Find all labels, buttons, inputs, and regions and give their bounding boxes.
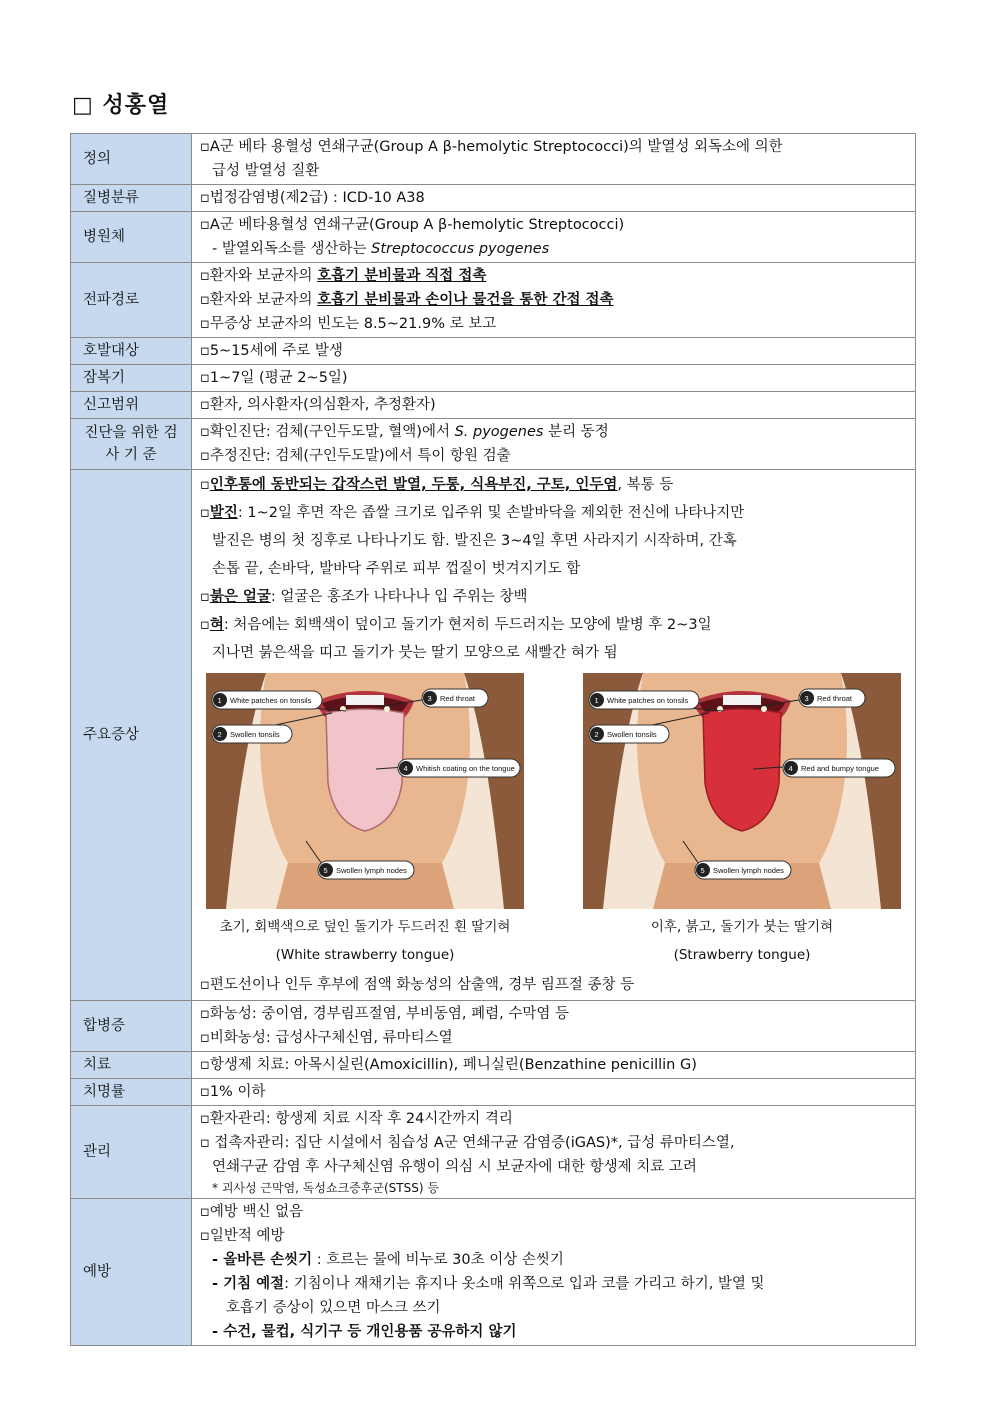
label-target: 호발대상 — [71, 338, 192, 365]
row-incubation — [71, 365, 916, 392]
label-prevention: 예방 — [71, 1199, 192, 1346]
row-treatment — [71, 1052, 916, 1079]
fig2-num2: 2 — [594, 730, 599, 739]
tongue-shape — [703, 709, 781, 831]
value-report: ▫환자, 의사환자(의심환자, 추정환자) — [192, 392, 916, 419]
row-complications — [71, 1001, 916, 1052]
value-transmission: ▫환자와 보균자의 호흡기 분비물과 직접 접촉 ▫환자와 보균자의 호흡기 분비물과 손이나 물건을 통한 간접 접촉 ▫무증상 보균자의 빈도는 8.5~21.9% 로 보고 — [192, 263, 916, 338]
label-report: 신고범위 — [71, 392, 192, 419]
label-fatality: 치명률 — [71, 1079, 192, 1106]
value-diagnosis: ▫확인진단: 검체(구인두도말, 혈액)에서 S. pyogenes 분리 동정 ▫추정진단: 검체(구인두도말)에서 특이 항원 검출 — [192, 419, 916, 470]
row-fatality — [71, 1079, 916, 1106]
value-fatality: ▫1% 이하 — [192, 1079, 916, 1106]
fig1-num4: 4 — [403, 764, 408, 773]
fig2-label1: White patches on tonsils — [607, 696, 689, 705]
fig1-num5: 5 — [323, 866, 328, 875]
value-incubation: ▫1~7일 (평균 2~5일) — [192, 365, 916, 392]
fig2-label2: Swollen tonsils — [607, 730, 657, 739]
value-prevention: ▫예방 백신 없음 ▫일반적 예방 - 올바른 손씻기 : 흐르는 물에 비누로 30초 이상 손씻기 - 기침 예절: 기침이나 재채기는 휴지나 옷소매 위쪽으로 입과 코를 가리고 하기, 발열 및 호흡기 증상이 있으면 마스크 쓰기 - 수건, 물컵, 식기구 등 개인용품 공유하지 않기 — [192, 1199, 916, 1346]
row-report — [71, 392, 916, 419]
value-complications: ▫화농성: 중이염, 경부림프절염, 부비동염, 폐렴, 수막염 등 ▫비화농성: 급성사구체신염, 류마티스열 — [192, 1001, 916, 1052]
fig2-num1: 1 — [594, 696, 599, 705]
row-classification — [71, 185, 916, 212]
label-pathogen: 병원체 — [71, 212, 192, 263]
row-transmission — [71, 263, 916, 338]
label-definition: 정의 — [71, 134, 192, 185]
fig2-label3: Red throat — [817, 694, 853, 703]
disease-table — [70, 133, 916, 1346]
label-diagnosis: 진단을 위한 검 사 기 준 — [71, 419, 192, 470]
fig2-num4: 4 — [788, 764, 793, 773]
fig2-num3: 3 — [804, 694, 809, 703]
row-pathogen — [71, 212, 916, 263]
row-management — [71, 1106, 916, 1199]
value-pathogen: ▫A군 베타용혈성 연쇄구균(Group A β-hemolytic Streptococci) - 발열외독소를 생산하는 Streptococcus pyogenes — [192, 212, 916, 263]
label-classification: 질병분류 — [71, 185, 192, 212]
label-incubation: 잠복기 — [71, 365, 192, 392]
value-definition: ▫A군 베타 용혈성 연쇄구균(Group A β-hemolytic Streptococci)의 발열성 외독소에 의한 급성 발열성 질환 — [192, 134, 916, 185]
row-target — [71, 338, 916, 365]
row-diagnosis — [71, 419, 916, 470]
figure1-caption: 초기, 회백색으로 덮인 돌기가 두드러진 흰 딸기혀 (White strawberry tongue) — [219, 919, 511, 963]
value-target: ▫5~15세에 주로 발생 — [192, 338, 916, 365]
fig2-num5: 5 — [700, 866, 705, 875]
fig2-label5: Swollen lymph nodes — [713, 866, 784, 875]
tongue-shape — [326, 709, 404, 831]
fig2-label4: Red and bumpy tongue — [801, 764, 879, 773]
value-symptoms: ▫인후통에 동반되는 갑작스런 발열, 두통, 식욕부진, 구토, 인두염, 복통 등 ▫발진: 1~2일 후면 작은 좁쌀 크기로 입주위 및 손발바닥을 제외한 전신에 나타나지만 발진은 병의 첫 징후로 나타나기도 함. 발진은 3~4일 후면 사라지기 시작하며, 간혹 손톱 끝, 손바닥, 발바닥 주위로 피부 껍질이 벗겨지기도 함 ▫붉은 얼굴: 얼굴은 홍조가 나타나나 입 주위는 창백 ▫혀: 처음에는 회백색이 덮이고 돌기가 현저히 두드러지는 모양에 발병 후 2~3일 지나면 붉은색을 띠고 돌기가 붓는 딸기 모양으로 새빨간 혀가 됨 1 White patches on tonsils 3 Red throat 2 Swollen tonsils 4 Whitish coating on the tongue 5 Swollen lymph nodes 초기, 회백색으로 덮인 돌기가 두드러진 흰 딸기혀 (White strawberry tongue) 1 White patches on tonsils 3 Red throat 2 Swollen tonsils 4 Red and bumpy tongue 5 Swollen lymph nodes 이후, 붉고, 돌기가 붓는 딸기혀 (Strawberry tongue) ▫편도선이나 인두 후부에 점액 화농성의 삼출액, 경부 림프절 종창 등 — [192, 470, 916, 1001]
fig1-num1: 1 — [217, 696, 222, 705]
row-prevention — [71, 1199, 916, 1346]
label-symptoms: 주요증상 — [71, 470, 192, 1001]
row-symptoms — [71, 470, 916, 1001]
fig1-label3: Red throat — [440, 694, 476, 703]
fig1-label1: White patches on tonsils — [230, 696, 312, 705]
label-treatment: 치료 — [71, 1052, 192, 1079]
fig1-label2: Swollen tonsils — [230, 730, 280, 739]
label-management: 관리 — [71, 1106, 192, 1199]
value-classification: ▫법정감염병(제2급) : ICD-10 A38 — [192, 185, 916, 212]
label-transmission: 전파경로 — [71, 263, 192, 338]
strawberry-tongue-illustration — [583, 673, 901, 909]
tongue-figures — [200, 667, 907, 971]
figure-white-strawberry-tongue — [206, 673, 524, 969]
value-treatment: ▫항생제 치료: 아목시실린(Amoxicillin), 페니실린(Benzathine penicillin G) — [192, 1052, 916, 1079]
label-complications: 합병증 — [71, 1001, 192, 1052]
fig1-label5: Swollen lymph nodes — [336, 866, 407, 875]
value-management: ▫환자관리: 항생제 치료 시작 후 24시간까지 격리 ▫ 접촉자관리: 집단 시설에서 침습성 A군 연쇄구균 감염증(iGAS)*, 급성 류마티스열, 연쇄구균 감염 후 사구체신염 유행이 의심 시 보균자에 대한 항생제 치료 고려 * 괴사성 근막염, 독성쇼크증후군(STSS) 등 — [192, 1106, 916, 1199]
figure2-caption: 이후, 붉고, 돌기가 붓는 딸기혀 (Strawberry tongue) — [650, 919, 834, 963]
white-strawberry-tongue-illustration — [206, 673, 524, 909]
fig1-label4: Whitish coating on the tongue — [416, 764, 515, 773]
page-title: □ 성홍열 — [72, 93, 170, 118]
figure-strawberry-tongue — [583, 673, 901, 969]
row-definition — [71, 134, 916, 185]
fig1-num2: 2 — [217, 730, 222, 739]
fig1-num3: 3 — [427, 694, 432, 703]
